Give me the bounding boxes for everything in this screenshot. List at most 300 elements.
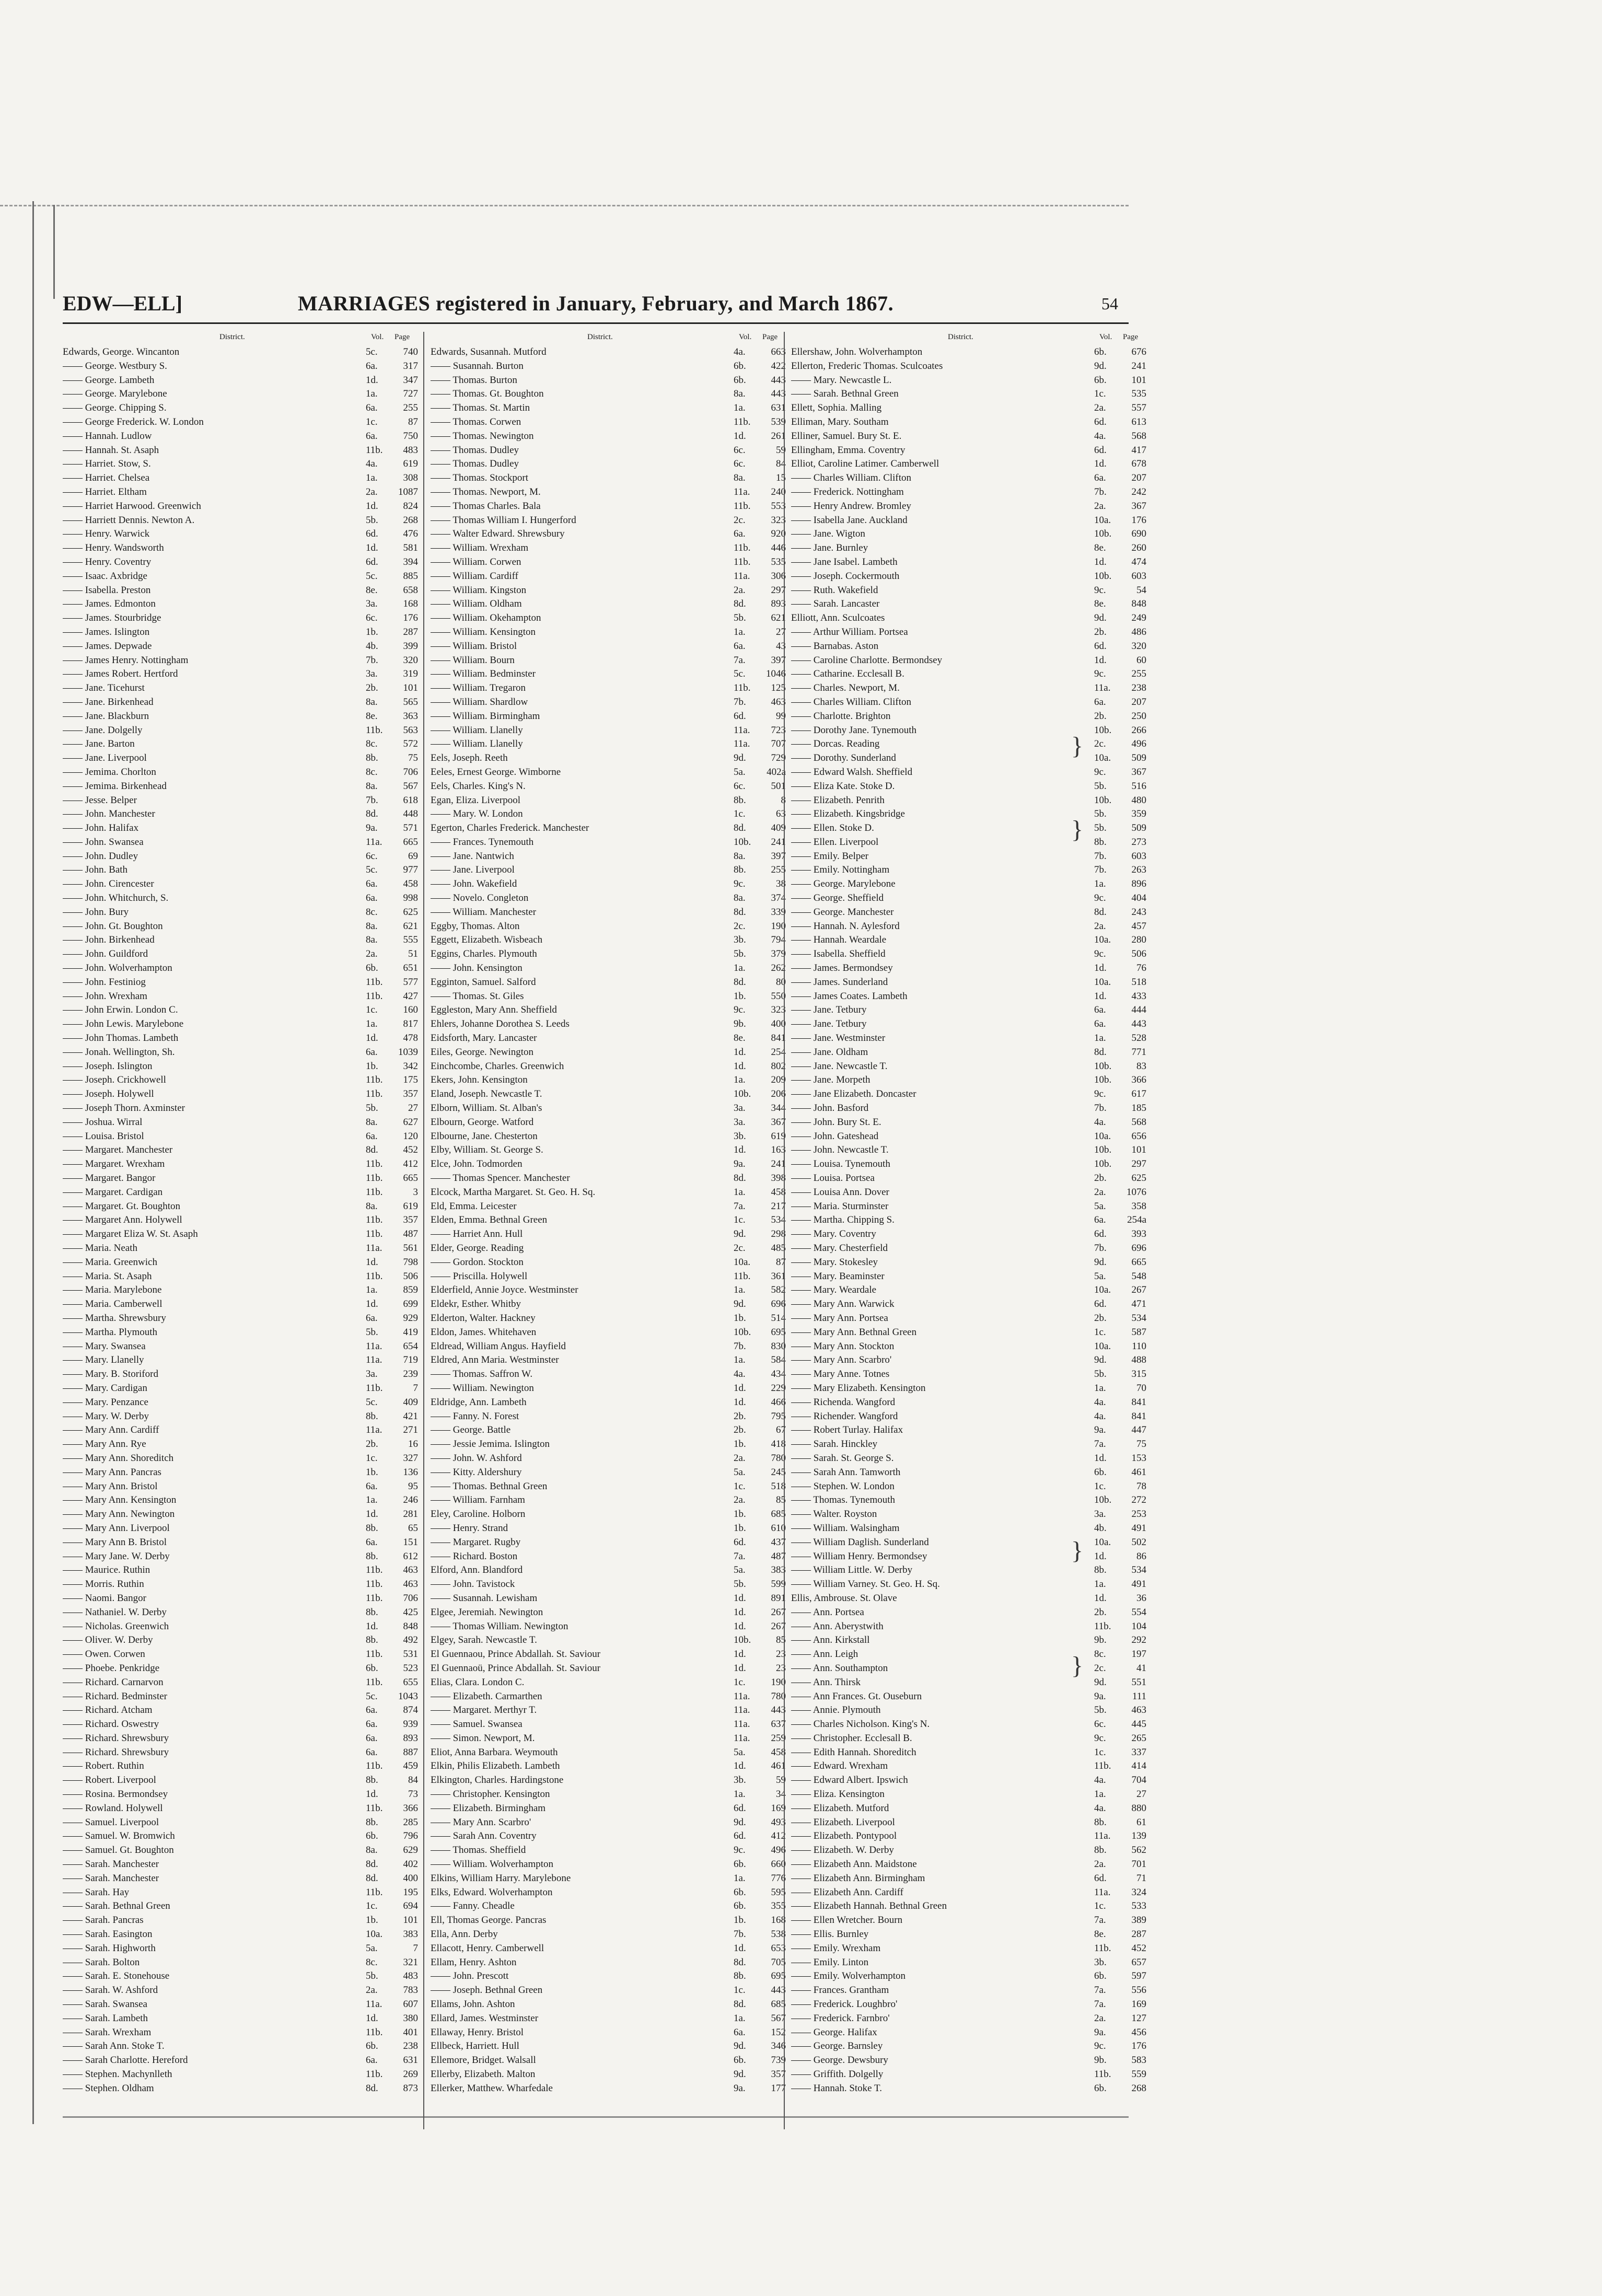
entry-volume: 11a. [734,738,750,750]
entry-volume: 11b. [1094,1942,1111,1954]
entry-volume: 8d. [1094,906,1107,918]
entry-volume: 10a. [1094,934,1111,946]
entry-page: 16 [408,1439,418,1450]
entry-page: 260 [1131,542,1146,554]
entry-name: —— Simon. Newport, M. [431,1732,535,1744]
register-entry [791,1242,1146,1256]
entry-page: 367 [1131,766,1146,778]
entry-volume: 8c. [366,738,378,750]
entry-page: 719 [403,1354,418,1366]
entry-page: 317 [403,360,418,372]
entry-page: 15 [776,472,786,484]
entry-name: —— Elizabeth. W. Derby [791,1845,894,1856]
entry-page: 267 [1131,1284,1146,1296]
entry-page: 101 [1131,1144,1146,1156]
entry-volume: 8d. [1094,1046,1107,1058]
entry-page: 443 [1131,1018,1146,1030]
entry-name: —— Thomas. Bethnal Green [431,1480,548,1492]
register-entry [791,1592,1146,1606]
register-entry [431,961,786,976]
register-entry [431,387,786,401]
entry-name: Eggett, Elizabeth. Wisbeach [431,934,543,946]
entry-volume: 5b. [1094,780,1107,792]
vol-heading: Vol. [371,333,384,341]
entry-volume: 11a. [366,1243,382,1254]
register-entry [791,1886,1146,1900]
entry-name: —— Jane. Morpeth [791,1074,870,1086]
entry-name: —— Joseph. Holywell [63,1088,154,1100]
entry-name: —— Christopher. Ecclesall B. [791,1732,912,1744]
entry-volume: 8b. [1094,1564,1107,1576]
entry-volume: 11b. [366,1214,383,1226]
entry-volume: 1d. [734,1649,746,1660]
entry-volume: 1d. [734,1606,746,1618]
entry-volume: 9a. [1094,2026,1106,2038]
entry-name: —— Thomas. Newington [431,430,534,442]
entry-page: 657 [1131,1956,1146,1968]
register-entry [791,1382,1146,1396]
entry-volume: 1c. [734,808,746,820]
entry-volume: 11b. [366,976,383,988]
entry-volume: 9a. [734,1158,746,1170]
register-entry [431,625,786,640]
register-entry [431,1326,786,1340]
entry-volume: 11b. [734,416,751,427]
fold-corner [32,205,55,299]
register-entry [431,1340,786,1354]
entry-volume: 1c. [734,1985,746,1996]
entry-name: Elbourne, Jane. Chesterton [431,1130,538,1142]
entry-volume: 1d. [734,1592,746,1604]
entry-name: —— Louisa. Portsea [791,1173,875,1184]
entry-page: 409 [403,1396,418,1408]
entry-page: 568 [1131,1116,1146,1128]
register-entry [431,1256,786,1270]
entry-volume: 6d. [1094,1228,1107,1240]
register-entry [791,555,1146,570]
entry-volume: 4a. [1094,1116,1106,1128]
entry-name: —— Thomas. Gt. Boughton [431,388,544,400]
entry-page: 780 [771,1690,786,1702]
entry-name: —— George. Westbury S. [63,360,167,372]
entry-volume: 10a. [734,1256,751,1268]
entry-name: —— Thomas. Sheffield [431,1845,526,1856]
entry-page: 363 [403,710,418,722]
entry-name: —— Joseph. Crickhowell [63,1074,166,1086]
register-entry [791,933,1146,947]
entry-name: —— Jonah. Wellington, Sh. [63,1046,175,1058]
entry-volume: 1d. [734,1942,746,1954]
entry-volume: 9d. [734,1298,746,1310]
entry-name: —— Jane. Wigton [791,528,865,540]
entry-volume: 5a. [1094,1200,1106,1212]
entry-name: —— Maria. Sturminster [791,1200,889,1212]
register-entry [431,1200,786,1214]
register-entry [431,1213,786,1227]
entry-page: 651 [403,963,418,974]
entry-name: —— Frederick. Nottingham [791,486,904,497]
entry-name: —— George. Barnsley [791,2040,883,2052]
register-entry [63,1759,418,1773]
entry-page: 1039 [398,1046,418,1058]
register-entry [431,1087,786,1101]
page-heading: Page [1123,333,1139,341]
entry-name: —— Thomas. Saffron W. [431,1369,533,1380]
entry-page: 491 [1131,1579,1146,1590]
register-entry [791,1130,1146,1144]
entry-name: —— John. Festiniog [63,976,146,988]
entry-volume: 6b. [734,1900,746,1912]
register-entry [63,780,418,794]
entry-volume: 2c. [1094,738,1106,750]
register-entry [63,1242,418,1256]
entry-volume: 9d. [734,2040,746,2052]
entry-volume: 8b. [366,752,378,764]
entry-volume: 6d. [1094,416,1107,427]
register-entry [431,1017,786,1031]
entry-page: 95 [408,1480,418,1492]
entry-volume: 6c. [366,850,378,862]
register-entry [63,2082,418,2096]
entry-volume: 9d. [734,1816,746,1828]
register-entry [791,780,1146,794]
entry-page: 412 [771,1830,786,1842]
entry-name: —— Sarah. E. Stonehouse [63,1970,170,1982]
entry-name: —— Mary. Chesterfield [791,1243,888,1254]
entry-name: —— Joseph. Islington [63,1060,153,1072]
entry-name: —— Jesse. Belper [63,794,137,806]
entry-page: 243 [1131,906,1146,918]
entry-name: Eley, Caroline. Holborn [431,1509,526,1520]
entry-volume: 11b. [366,1382,383,1394]
entry-volume: 8e. [366,710,378,722]
entry-volume: 11a. [1094,1886,1111,1898]
register-entry [791,1843,1146,1858]
entry-volume: 3b. [734,934,746,946]
entry-volume: 1d. [734,1060,746,1072]
entry-volume: 7a. [734,654,746,666]
entry-name: Ellingham, Emma. Coventry [791,444,906,456]
register-entry [63,1493,418,1508]
entry-name: —— Ruth. Wakefield [791,584,878,596]
entry-volume: 1d. [734,1620,746,1632]
entry-name: —— Henry. Strand [431,1522,508,1534]
register-entry [791,1956,1146,1970]
entry-name: —— Ann Frances. Gt. Ouseburn [791,1690,922,1702]
entry-page: 425 [403,1606,418,1618]
entry-page: 110 [1132,1340,1146,1352]
entry-name: —— Martha. Plymouth [63,1326,158,1338]
entry-name: Eiles, George. Newington [431,1046,533,1058]
entry-volume: 9d. [1094,1354,1107,1366]
entry-volume: 3a. [1094,1509,1106,1520]
entry-volume: 1c. [1094,1900,1106,1912]
entry-volume: 10b. [1094,1144,1112,1156]
entry-page: 422 [771,360,786,372]
register-entry [63,947,418,961]
entry-page: 101 [1131,374,1146,386]
entry-page: 501 [771,780,786,792]
entry-volume: 8e. [1094,598,1106,610]
entry-volume: 1b. [734,990,746,1002]
entry-volume: 8b. [366,1522,378,1534]
entry-page: 824 [403,500,418,512]
entry-volume: 6a. [366,360,378,372]
entry-page: 169 [771,1802,786,1814]
entry-name: —— Louisa. Tynemouth [791,1158,890,1170]
register-entry [63,1703,418,1718]
entry-volume: 6a. [366,1130,378,1142]
entry-name: —— Elizabeth. Liverpool [791,1816,895,1828]
entry-name: —— James Henry. Nottingham [63,654,189,666]
register-entry [63,1718,418,1732]
entry-name: —— Martha. Shrewsbury [63,1312,166,1324]
register-entry [791,1200,1146,1214]
entry-volume: 6a. [734,528,746,540]
entry-page: 342 [403,1060,418,1072]
register-entry [791,1031,1146,1046]
entry-page: 559 [1131,2069,1146,2080]
entry-name: —— Sarah. Bolton [63,1956,140,1968]
entry-volume: 9d. [734,752,746,764]
register-entry [791,947,1146,961]
entry-volume: 5b. [1094,822,1107,834]
register-entry [63,1130,418,1144]
entry-volume: 8c. [366,766,378,778]
entry-page: 418 [771,1439,786,1450]
register-entry [791,1493,1146,1508]
register-entry [63,751,418,766]
entry-page: 70 [1136,1382,1146,1394]
entry-name: —— Charles. Newport, M. [791,682,900,694]
entry-name: —— Joseph. Cockermouth [791,570,900,582]
entry-volume: 6b. [366,1662,378,1674]
entry-page: 694 [403,1900,418,1912]
entry-volume: 9d. [734,1228,746,1240]
entry-name: —— Samuel. Gt. Boughton [63,1845,174,1856]
register-entry [791,374,1146,388]
entry-page: 780 [771,1452,786,1464]
entry-page: 486 [1131,626,1146,637]
register-entry [63,2039,418,2054]
entry-name: —— Jemima. Birkenhead [63,780,167,792]
entry-name: —— Ellen Wretcher. Bourn [791,1915,903,1926]
register-entry [431,374,786,388]
register-entry [431,2054,786,2068]
entry-name: —— George. Manchester [791,906,894,918]
entry-volume: 6a. [366,1536,378,1548]
entry-name: —— John. Tavistock [431,1579,515,1590]
register-entry [791,1213,1146,1227]
entry-name: —— James. Islington [63,626,150,637]
register-entry [791,1984,1146,1998]
entry-name: Eld, Emma. Leicester [431,1200,517,1212]
register-entry [431,1676,786,1690]
entry-page: 939 [403,1719,418,1730]
entry-volume: 6a. [366,878,378,890]
register-entry [63,1592,418,1606]
entry-page: 287 [403,626,418,637]
entry-volume: 1a. [734,402,746,414]
register-entry [431,1367,786,1382]
entry-page: 531 [403,1649,418,1660]
entry-volume: 8a. [366,1845,378,1856]
entry-page: 437 [771,1536,786,1548]
entry-volume: 8e. [1094,542,1106,554]
entry-volume: 5b. [734,612,746,624]
register-entry [63,1620,418,1634]
entry-name: —— Thomas Charles. Bala [431,500,541,512]
entry-page: 509 [1131,752,1146,764]
entry-page: 271 [403,1424,418,1436]
register-entry [63,485,418,500]
entry-page: 841 [1131,1410,1146,1422]
entry-name: —— Mary Ann. Scarbro' [791,1354,892,1366]
register-entry [791,1186,1146,1200]
page-heading: Page [762,333,778,341]
entry-volume: 8c. [366,1956,378,1968]
entry-page: 315 [1131,1369,1146,1380]
entry-volume: 5b. [1094,808,1107,820]
entry-volume: 10b. [1094,1494,1112,1506]
entry-volume: 2c. [1094,1662,1106,1674]
entry-page: 556 [1131,1985,1146,1996]
register-entry [431,1522,786,1536]
entry-page: 685 [771,1509,786,1520]
entry-page: 207 [1131,472,1146,484]
fold-line-left [32,201,34,2124]
register-entry [791,695,1146,710]
entry-name: —— Mary Ann. Kensington [63,1494,177,1506]
entry-volume: 1b. [734,1522,746,1534]
register-entry [63,766,418,780]
register-entry [431,2082,786,2096]
entry-volume: 11b. [734,500,751,512]
entry-volume: 7b. [734,1340,746,1352]
register-entry [431,1928,786,1942]
register-entry [431,597,786,611]
entry-volume: 11b. [366,2069,383,2080]
entry-page: 706 [403,1592,418,1604]
entry-volume: 6d. [1094,1298,1107,1310]
entry-name: —— Harriet. Eltham [63,486,147,497]
entry-page: 534 [1131,1564,1146,1576]
register-entry [431,766,786,780]
entry-name: —— Mary Ann. Rye [63,1439,146,1450]
entry-page: 262 [771,963,786,974]
entry-page: 502 [1131,1536,1146,1548]
entry-page: 367 [1131,500,1146,512]
register-entry [63,444,418,458]
entry-page: 380 [403,2012,418,2024]
register-entry [791,1270,1146,1284]
entry-name: —— Elizabeth. Kingsbridge [791,808,905,820]
register-entry [431,2039,786,2054]
entry-name: —— William. Kensington [431,626,536,637]
entry-page: 281 [403,1509,418,1520]
entry-name: —— James. Edmonton [63,598,156,610]
register-entry [791,1410,1146,1424]
register-entry [431,1732,786,1746]
register-entry [63,1297,418,1312]
register-entry [431,1172,786,1186]
register-entry [431,2068,786,2082]
register-entry [791,891,1146,906]
register-entry [63,737,418,751]
entry-page: 548 [1131,1270,1146,1282]
register-entry [431,541,786,555]
surname-range: EDW—ELL] [63,292,182,315]
register-entry [431,877,786,891]
register-columns [63,332,1146,2129]
register-entry [791,1466,1146,1480]
register-entry [431,1563,786,1578]
register-entry [431,1550,786,1564]
entry-name: —— Thomas. St. Martin [431,402,530,414]
entry-name: —— Naomi. Bangor [63,1592,146,1604]
register-entry [791,1522,1146,1536]
entry-volume: 1d. [734,430,746,442]
entry-name: —— Sarah. Easington [63,1929,153,1940]
register-entry [791,1003,1146,1017]
register-entry [431,2012,786,2026]
register-entry [431,1984,786,1998]
entry-volume: 11b. [366,1270,383,1282]
entry-page: 695 [771,1326,786,1338]
entry-name: —— William. Bristol [431,640,517,652]
entry-volume: 9d. [1094,360,1107,372]
entry-volume: 9d. [1094,1256,1107,1268]
entry-name: —— Ann. Leigh [791,1649,858,1660]
register-entry [63,1746,418,1760]
entry-page: 195 [403,1886,418,1898]
entry-page: 699 [403,1298,418,1310]
column-header [431,332,786,345]
entry-page: 23 [776,1662,786,1674]
entry-page: 261 [771,430,786,442]
register-entry [431,1886,786,1900]
register-entry [63,1101,418,1116]
entry-page: 101 [403,682,418,694]
entry-name: —— Charles Nicholson. King's N. [791,1719,930,1730]
entry-volume: 1c. [1094,1480,1106,1492]
entry-volume: 8b. [1094,1816,1107,1828]
entry-volume: 6a. [734,640,746,652]
entry-volume: 6b. [366,1830,378,1842]
entry-name: Ellacott, Henry. Camberwell [431,1942,544,1954]
entry-name: —— Mary. Llanelly [63,1354,144,1366]
entry-volume: 8d. [734,822,746,834]
entry-name: —— Richard. Bedminster [63,1690,167,1702]
entry-name: —— John. Bath [63,864,128,876]
entry-name: —— Mary. Beaminster [791,1270,885,1282]
entry-page: 665 [403,836,418,848]
register-entry [63,850,418,864]
entry-volume: 8a. [366,1200,378,1212]
register-entry [63,1031,418,1046]
register-entry [431,1242,786,1256]
entry-name: —— Sarah. W. Ashford [63,1985,158,1996]
entry-name: —— Margaret. Gt. Boughton [63,1200,180,1212]
entry-name: —— Mary Ann. Stockton [791,1340,895,1352]
entry-name: —— Richard. Atcham [63,1704,153,1716]
register-entry [791,1172,1146,1186]
entry-volume: 9d. [734,2069,746,2080]
entry-name: —— Richender. Wangford [791,1410,898,1422]
register-entry [63,1087,418,1101]
entry-page: 729 [771,752,786,764]
entry-name: —— Robert. Liverpool [63,1775,156,1786]
